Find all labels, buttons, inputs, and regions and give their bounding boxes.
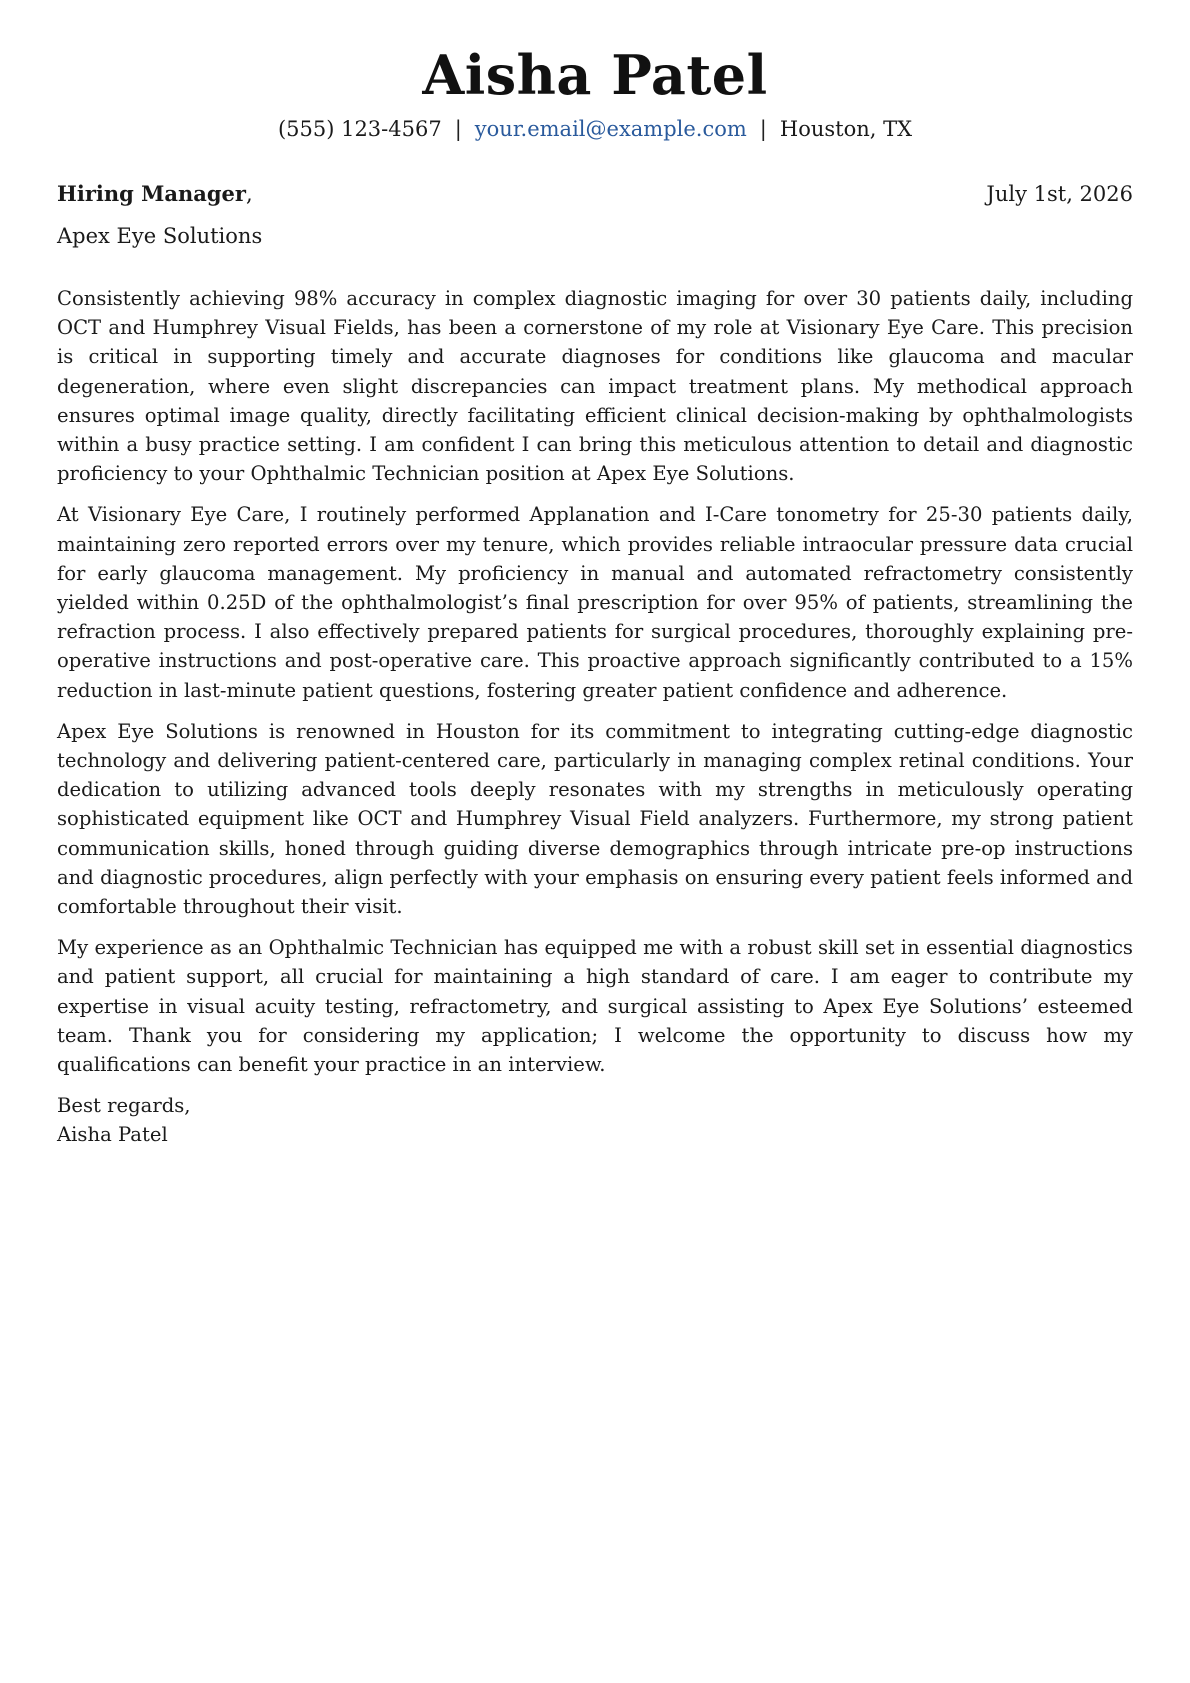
closing-regards: Best regards, <box>57 1094 191 1118</box>
recipient-company: Apex Eye Solutions <box>57 224 263 248</box>
recipient-row <box>57 178 1133 210</box>
closing-signature: Aisha Patel <box>57 1123 168 1147</box>
contact-line <box>57 113 1133 145</box>
cover-letter-page <box>57 0 1133 1683</box>
body-paragraph: My experience as an Ophthalmic Technician has equipped me with a robust skill set in essential diagnostics and patient support, all crucial for maintaining a high standard of care. I am eager to contribute my expertise in visual acuity testing, refractometry, and surgical assisting to Apex Eye Solutions’ esteemed team. Thank you for considering my application; I welcome the opportunity to discuss how my qualifications can benefit your practice in an interview. <box>57 936 1133 1077</box>
letter-body <box>57 284 1133 1150</box>
contact-separator: | <box>454 117 462 141</box>
email-link[interactable]: your.email@example.com <box>474 117 747 141</box>
salutation <box>57 178 253 210</box>
salutation-name: Hiring Manager <box>57 181 246 206</box>
body-paragraph: Consistently achieving 98% accuracy in complex diagnostic imaging for over 30 patients daily, including OCT and Humphrey Visual Fields, has been a cornerstone of my role at Visionary Eye Care. This precision is critical in supporting timely and accurate diagnoses for conditions like glaucoma and macular degeneration, where even slight discrepancies can impact treatment plans. My methodical approach ensures optimal image quality, directly facilitating efficient clinical decision-making by ophthalmologists within a busy practice setting. I am confident I can bring this meticulous attention to detail and diagnostic proficiency to your Ophthalmic Technician position at Apex Eye Solutions. <box>57 287 1133 486</box>
closing <box>57 1091 1133 1149</box>
contact-separator: | <box>759 117 767 141</box>
salutation-punctuation: , <box>245 182 253 206</box>
location: Houston, TX <box>779 117 913 141</box>
body-paragraph: Apex Eye Solutions is renowned in Houston for its commitment to integrating cutting-edge diagnostic technology and delivering patient-centered care, particularly in managing complex retinal conditions. Your dedication to utilizing advanced tools deeply resonates with my strengths in meticulously operating sophisticated equipment like OCT and Humphrey Visual Field analyzers. Furthermore, my strong patient communication skills, honed through guiding diverse demographics through intricate pre-op instructions and diagnostic procedures, align perfectly with your emphasis on ensuring every patient feels informed and comfortable throughout their visit. <box>57 719 1133 919</box>
letter-date: July 1st, 2026 <box>986 182 1133 206</box>
applicant-name: Aisha Patel <box>422 43 768 107</box>
body-paragraph: At Visionary Eye Care, I routinely performed Applanation and I-Care tonometry for 25-30 patients daily, maintaining zero reported errors over my tenure, which provides reliable intraocular pressure data crucial for early glaucoma management. My proficiency in manual and automated refractometry consistently yielded within 0.25D of the ophthalmologist’s final prescription for over 95% of patients, streamlining the refraction process. I also effectively prepared patients for surgical procedures, thoroughly explaining pre-operative instructions and post-operative care. This proactive approach significantly contributed to a 15% reduction in last-minute patient questions, fostering greater patient confidence and adherence. <box>57 503 1133 702</box>
phone-number: (555) 123-4567 <box>277 117 442 141</box>
